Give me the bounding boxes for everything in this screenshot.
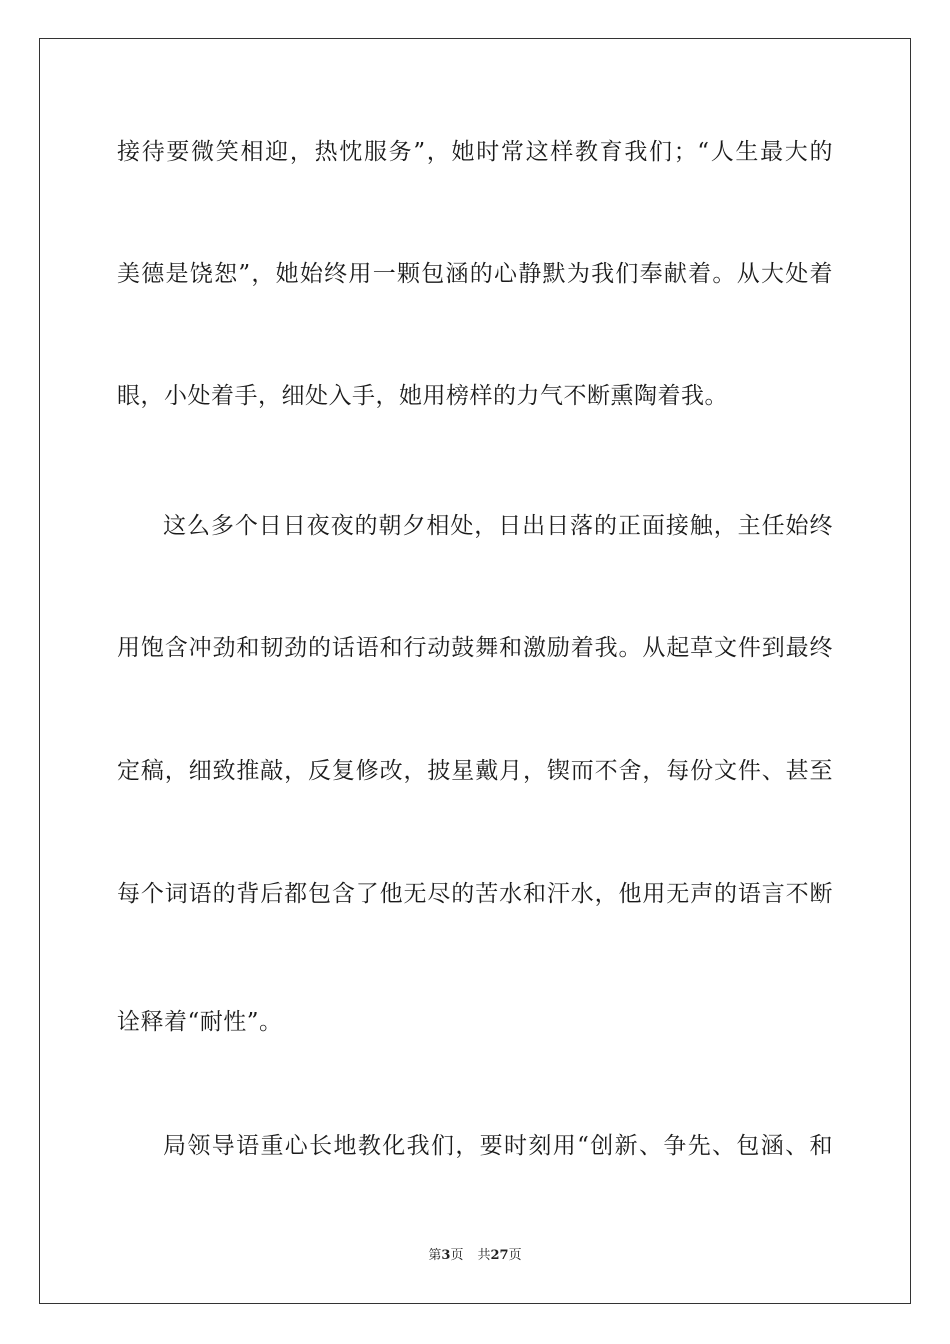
page-prefix: 第: [428, 1248, 442, 1263]
total-pages: 27: [490, 1248, 509, 1263]
text-line-8: 诠释着“耐性”。: [117, 1009, 283, 1035]
text-line-7: 每个词语的背后都包含了他无尽的苦水和汗水，他用无声的语言不断: [117, 881, 833, 907]
text-line-3: 眼，小处着手，细处入手，她用榜样的力气不断熏陶着我。: [117, 383, 728, 409]
paragraph-start-line-2: 局领导语重心长地教化我们，要时刻用“创新、争先、包涵、和: [163, 1133, 833, 1159]
total-prefix: 共: [477, 1248, 491, 1263]
text-line-5: 用饱含冲劲和韧劲的话语和行动鼓舞和激励着我。从起草文件到最终: [117, 635, 833, 661]
page-number: 3: [441, 1248, 451, 1263]
page-suffix: 页: [450, 1248, 464, 1263]
text-line-6: 定稿，细致推敲，反复修改，披星戴月，锲而不舍，每份文件、甚至: [117, 758, 833, 784]
text-line-1: 接待要微笑相迎，热忱服务”，她时常这样教育我们；“人生最大的: [117, 139, 833, 165]
page-footer: [0, 1247, 950, 1265]
text-line-2: 美德是饶恕”，她始终用一颗包涵的心静默为我们奉献着。从大处着: [117, 261, 833, 287]
total-suffix: 页: [508, 1248, 522, 1263]
paragraph-start-line: 这么多个日日夜夜的朝夕相处，日出日落的正面接触，主任始终: [163, 513, 833, 539]
page-border: [39, 38, 911, 1304]
